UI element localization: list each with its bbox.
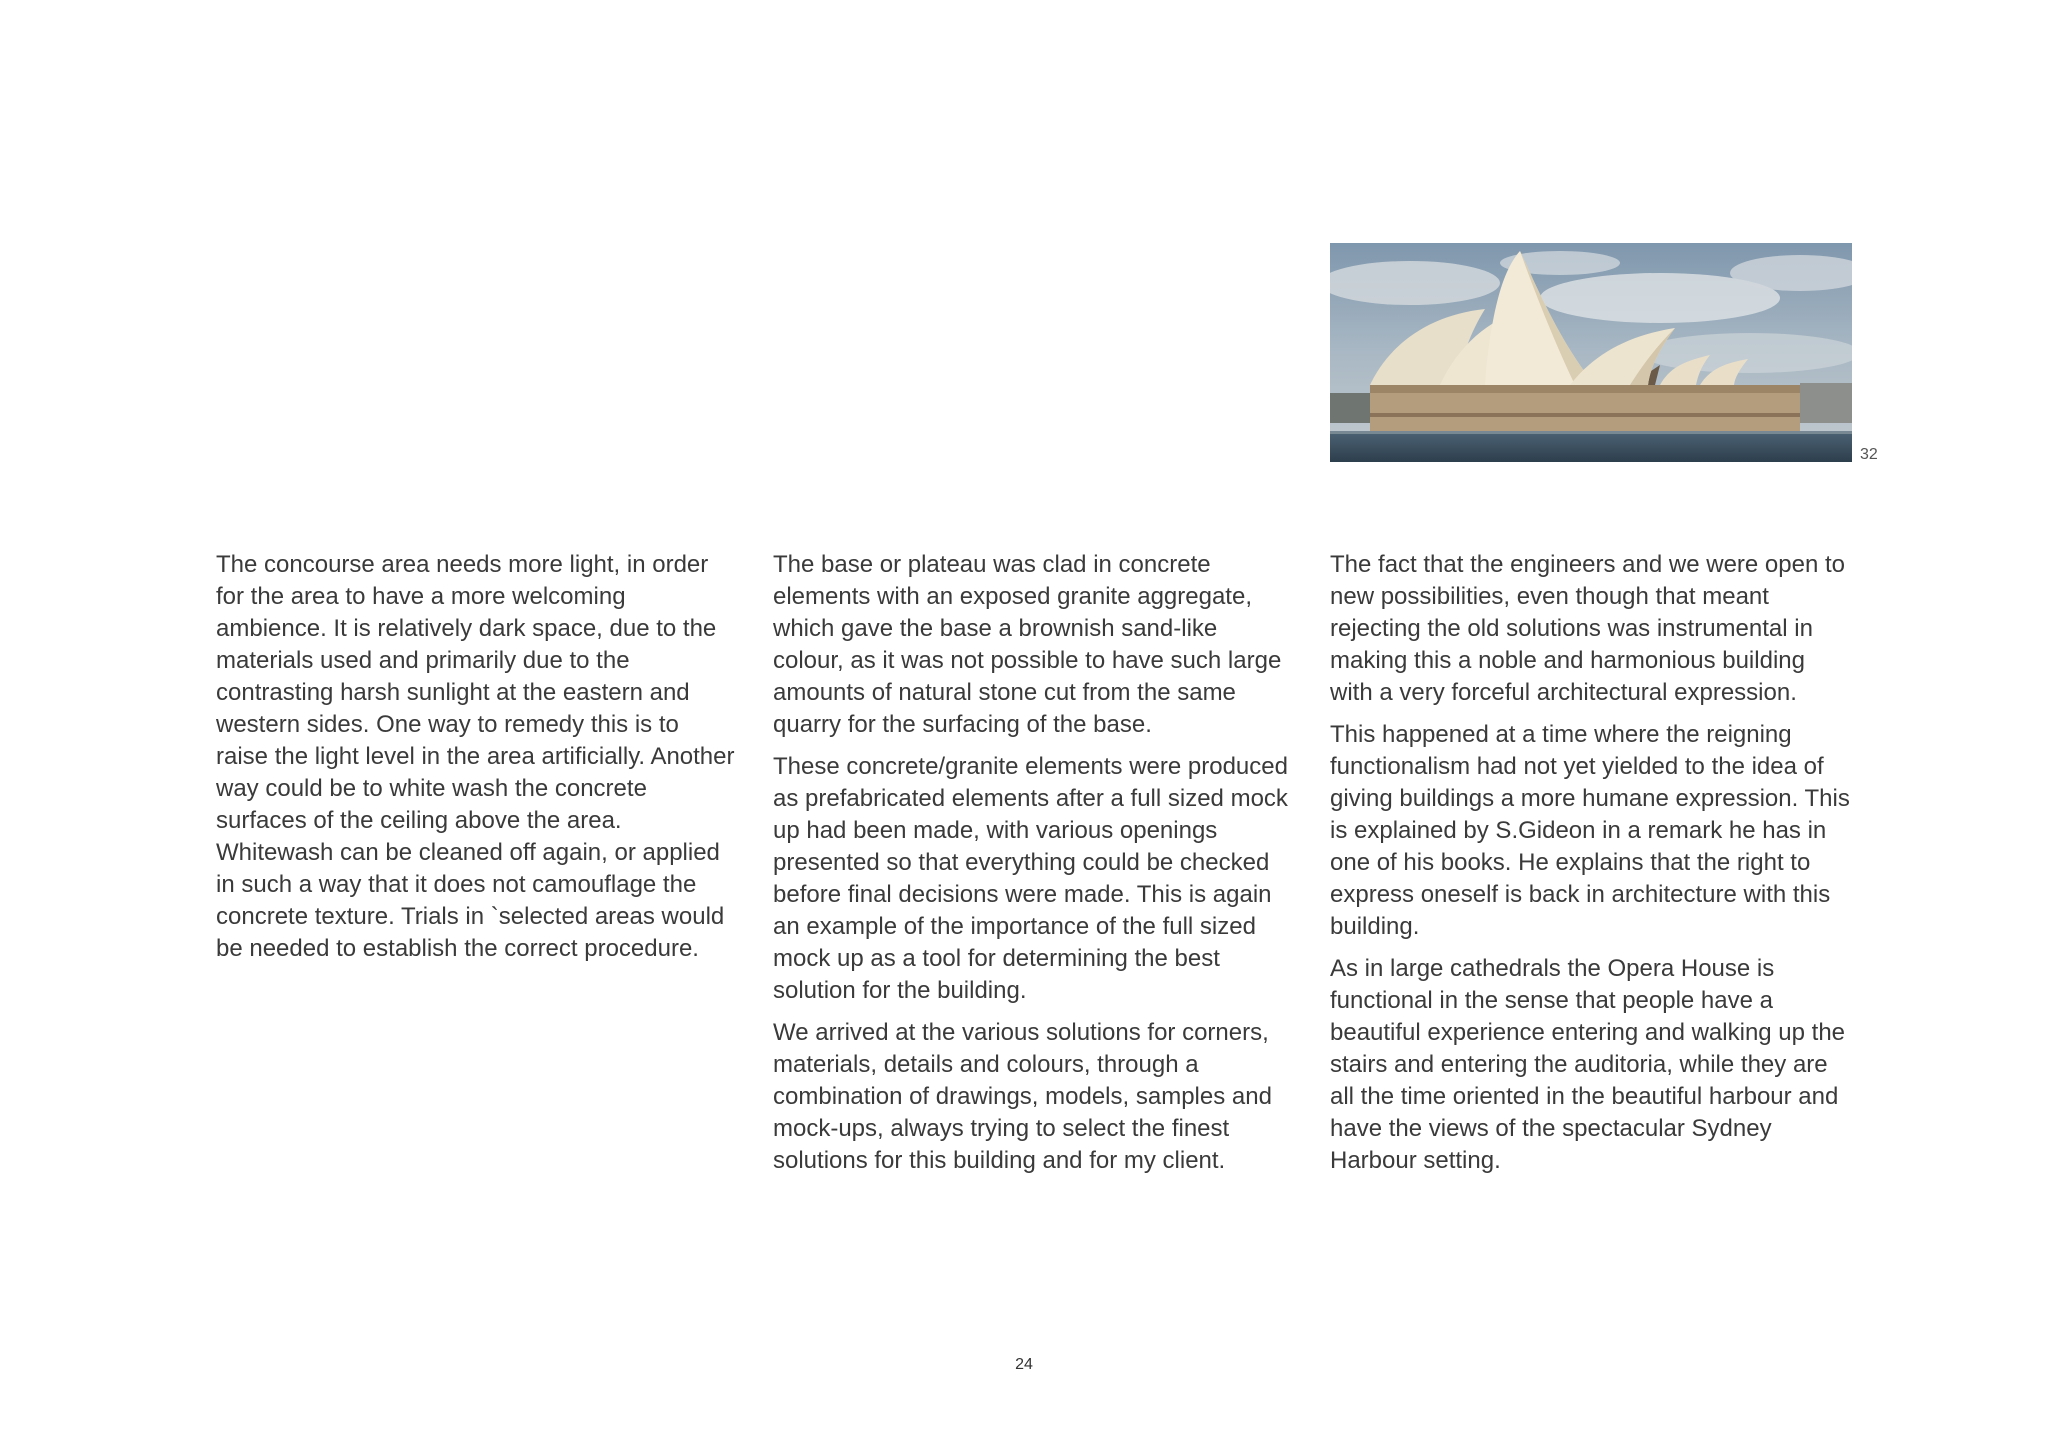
text-column-3 xyxy=(1330,549,1850,1187)
text-column-2 xyxy=(773,549,1293,1187)
figure-number: 32 xyxy=(1860,446,1878,463)
opera-house-photo xyxy=(1330,243,1852,462)
text-column-1 xyxy=(216,549,736,975)
paragraph: These concrete/granite elements were produced as prefabricated elements after a full sized mock up had been made, with various openings presented so that everything could be checked before final decisions were made. This is again an example of the importance of the full sized mock up as a tool for determining the best solution for the building. xyxy=(773,753,1288,1004)
paragraph: The concourse area needs more light, in order for the area to have a more welcoming ambience. It is relatively dark space, due to the materials used and primarily due to the contrasting harsh sunlight at the eastern and western sides. One way to remedy this is to raise the light level in the area artificially. Another way could be to white wash the concrete surfaces of the ceiling above the area. Whitewash can be cleaned off again, or applied in such a way that it does not camouflage the concrete texture. Trials in `selected areas would be needed to establish the correct procedure. xyxy=(216,551,735,962)
paragraph: The fact that the engineers and we were open to new possibilities, even though that meant rejecting the old solutions was instrumental in making this a noble and harmonious building with a very forceful architectural expression. xyxy=(1330,551,1846,706)
opera-house-illustration xyxy=(1330,243,1852,462)
paragraph: This happened at a time where the reigning functionalism had not yet yielded to the idea of giving buildings a more humane expression. This is explained by S.Gideon in a remark he has in one of his books. He explains that the right to express oneself is back in architecture with this building. xyxy=(1330,721,1850,940)
page-number: 24 xyxy=(1015,1356,1033,1373)
paragraph: As in large cathedrals the Opera House is functional in the sense that people have a beautiful experience entering and walking up the stairs and entering the auditoria, while they are all the time oriented in the beautiful harbour and have the views of the spectacular Sydney Harbour setting. xyxy=(1330,955,1846,1174)
paragraph: The base or plateau was clad in concrete elements with an exposed granite aggregate, which gave the base a brownish sand-like colour, as it was not possible to have such large amounts of natural stone cut from the same quarry for the surfacing of the base. xyxy=(773,551,1282,738)
paragraph: We arrived at the various solutions for corners, materials, details and colours, through a combination of drawings, models, samples and mock-ups, always trying to select the finest solutions for this building and for my client. xyxy=(773,1019,1272,1174)
